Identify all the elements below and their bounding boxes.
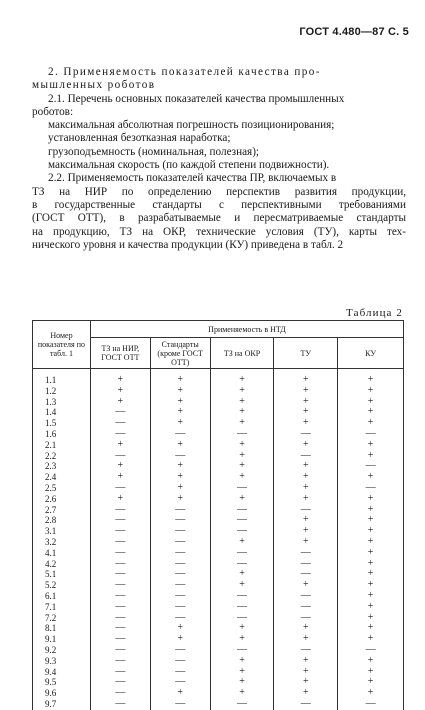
row-index-cell: 2.8 [33, 515, 91, 526]
applicability-cell: + [150, 440, 210, 451]
applicability-cell: + [210, 677, 274, 688]
applicability-cell: — [90, 505, 150, 516]
row-index-cell: 3.2 [33, 537, 91, 548]
row-index-cell: 4.2 [33, 559, 91, 570]
applicability-cell: — [150, 591, 210, 602]
row-index-cell: 2.6 [33, 494, 91, 505]
applicability-cell: — [210, 645, 274, 656]
applicability-cell: + [210, 494, 274, 505]
applicability-cell: + [274, 634, 338, 645]
applicability-cell: + [338, 688, 404, 699]
row-index-cell: 1.6 [33, 429, 91, 440]
applicability-cell: — [274, 699, 338, 710]
applicability-cell: + [338, 494, 404, 505]
clause-2-1-line2: роботов: [32, 105, 74, 118]
applicability-cell: + [338, 634, 404, 645]
table-row [33, 688, 404, 699]
applicability-cell: — [274, 569, 338, 580]
applicability-cell: + [210, 688, 274, 699]
applicability-cell: + [338, 667, 404, 678]
applicability-cell: + [338, 386, 404, 397]
applicability-cell: — [210, 602, 274, 613]
applicability-cell: + [338, 526, 404, 537]
applicability-cell: + [338, 569, 404, 580]
row-index-cell: 2.4 [33, 472, 91, 483]
table-row [33, 397, 404, 408]
applicability-cell: + [90, 375, 150, 386]
row-index-cell: 9.7 [33, 699, 91, 710]
table-row [33, 645, 404, 656]
applicability-cell: + [150, 418, 210, 429]
applicability-cell: — [90, 407, 150, 418]
table-row [33, 515, 404, 526]
applicability-cell: + [274, 461, 338, 472]
applicability-cell: + [274, 656, 338, 667]
table-caption: Таблица 2 [346, 307, 403, 319]
row-index-cell: 9.5 [33, 677, 91, 688]
row-index-cell: 2.2 [33, 451, 91, 462]
applicability-cell: + [90, 386, 150, 397]
row-index-cell: 1.1 [33, 375, 91, 386]
row-index-cell: 9.3 [33, 656, 91, 667]
applicability-cell: — [338, 483, 404, 494]
section-title-line1: 2. Применяемость показателей качества про- [48, 66, 321, 78]
applicability-cell: + [90, 461, 150, 472]
applicability-cell: + [338, 440, 404, 451]
table-row [33, 526, 404, 537]
applicability-cell: — [150, 548, 210, 559]
table-row [33, 591, 404, 602]
applicability-cell: + [150, 461, 210, 472]
row-index-cell: 7.1 [33, 602, 91, 613]
row-index-cell: 5.1 [33, 569, 91, 580]
applicability-cell: — [150, 699, 210, 710]
clause-2-2-line: (ГОСТ ОТТ), в разрабатываемые и пересматриваемые стандарты [32, 212, 406, 225]
row-index-cell: 9.4 [33, 667, 91, 678]
applicability-cell: + [210, 440, 274, 451]
table-row [33, 699, 404, 710]
applicability-cell: — [90, 559, 150, 570]
applicability-cell: + [338, 418, 404, 429]
table-row [33, 559, 404, 570]
row-index-cell: 2.7 [33, 505, 91, 516]
applicability-cell: + [338, 677, 404, 688]
applicability-cell: — [150, 645, 210, 656]
section-title-line2: мышленных роботов [32, 79, 156, 92]
applicability-cell: + [274, 515, 338, 526]
column-header-index: Номер показателя по табл. 1 [33, 321, 91, 369]
applicability-cell: + [338, 505, 404, 516]
applicability-cell: + [210, 451, 274, 462]
applicability-cell: + [150, 483, 210, 494]
row-index-cell: 8.1 [33, 623, 91, 634]
applicability-cell: + [338, 656, 404, 667]
table-row [33, 418, 404, 429]
applicability-cell: + [338, 559, 404, 570]
applicability-cell: — [274, 645, 338, 656]
clause-2-2-line: нического уровня и качества продукции (КУ) приведена в табл. 2 [32, 238, 344, 251]
table-row [33, 537, 404, 548]
column-header: Стандарты (кроме ГОСТ ОТТ) [150, 338, 210, 369]
table-row [33, 472, 404, 483]
table-row [33, 440, 404, 451]
applicability-cell: — [150, 451, 210, 462]
table-row [33, 429, 404, 440]
applicability-cell: + [210, 667, 274, 678]
row-index-cell: 6.1 [33, 591, 91, 602]
applicability-cell: + [210, 580, 274, 591]
applicability-cell: — [90, 537, 150, 548]
applicability-cell: + [150, 407, 210, 418]
row-index-cell: 1.5 [33, 418, 91, 429]
table-row [33, 494, 404, 505]
applicability-cell: — [210, 429, 274, 440]
applicability-cell: + [274, 397, 338, 408]
applicability-cell: — [150, 505, 210, 516]
row-index-cell: 9.6 [33, 688, 91, 699]
applicability-cell: — [274, 613, 338, 624]
row-index-cell: 4.1 [33, 548, 91, 559]
applicability-cell: + [210, 461, 274, 472]
list-item: максимальная скорость (по каждой степени подвижности). [48, 159, 330, 172]
applicability-cell: — [90, 548, 150, 559]
column-header: КУ [338, 338, 404, 369]
applicability-cell: + [150, 375, 210, 386]
applicability-cell: — [90, 656, 150, 667]
table-row [33, 623, 404, 634]
applicability-cell: — [210, 699, 274, 710]
applicability-cell: + [274, 386, 338, 397]
applicability-cell: — [274, 559, 338, 570]
applicability-cell: + [338, 580, 404, 591]
applicability-cell: + [274, 375, 338, 386]
applicability-cell: — [338, 645, 404, 656]
clause-2-2-line: на продукцию, ТЗ на ОКР, технические условия (ТУ), карты тех- [32, 225, 406, 238]
table-row [33, 667, 404, 678]
applicability-cell: + [90, 494, 150, 505]
applicability-cell: — [90, 645, 150, 656]
applicability-cell: + [150, 688, 210, 699]
applicability-cell: + [338, 537, 404, 548]
column-group-header: Применяемость в НТД [90, 321, 403, 338]
applicability-cell: + [274, 418, 338, 429]
column-header: ТЗ на ОКР [210, 338, 274, 369]
applicability-cell: — [150, 656, 210, 667]
applicability-cell: + [338, 375, 404, 386]
applicability-cell: — [90, 634, 150, 645]
table-row [33, 505, 404, 516]
applicability-cell: — [274, 505, 338, 516]
applicability-cell: — [210, 613, 274, 624]
applicability-cell: — [210, 526, 274, 537]
applicability-cell: — [210, 591, 274, 602]
applicability-cell: — [274, 602, 338, 613]
table-row [33, 580, 404, 591]
applicability-cell: — [150, 429, 210, 440]
applicability-cell: — [90, 677, 150, 688]
clause-2-2-line: ТЗ на НИР по определению перспектив развития продукции, [32, 185, 406, 198]
applicability-cell: — [150, 559, 210, 570]
applicability-cell: + [338, 407, 404, 418]
column-header: ТУ [274, 338, 338, 369]
applicability-cell: — [90, 613, 150, 624]
applicability-cell: + [210, 397, 274, 408]
table-row [33, 407, 404, 418]
table-row [33, 634, 404, 645]
applicability-cell: + [210, 375, 274, 386]
applicability-cell: + [274, 688, 338, 699]
applicability-cell: — [90, 580, 150, 591]
applicability-cell: + [274, 494, 338, 505]
applicability-cell: + [338, 451, 404, 462]
applicability-cell: — [338, 699, 404, 710]
row-index-cell: 1.3 [33, 397, 91, 408]
applicability-cell: + [150, 472, 210, 483]
table-row [33, 451, 404, 462]
applicability-cell: + [210, 634, 274, 645]
applicability-cell: + [150, 386, 210, 397]
list-item: грузоподъемность (номинальная, полезная); [48, 145, 260, 158]
applicability-cell: + [274, 580, 338, 591]
applicability-cell: + [274, 677, 338, 688]
applicability-cell: + [274, 667, 338, 678]
applicability-cell: + [274, 537, 338, 548]
table-body [33, 369, 404, 710]
row-index-cell: 2.5 [33, 483, 91, 494]
applicability-cell: + [338, 515, 404, 526]
applicability-cell: — [274, 429, 338, 440]
row-index-cell: 5.2 [33, 580, 91, 591]
applicability-cell: + [274, 483, 338, 494]
applicability-cell: — [90, 418, 150, 429]
applicability-cell: — [150, 515, 210, 526]
document-body [32, 66, 406, 252]
applicability-cell: + [274, 472, 338, 483]
applicability-cell: + [274, 526, 338, 537]
applicability-cell: — [90, 688, 150, 699]
applicability-cell: + [150, 634, 210, 645]
applicability-cell: — [274, 548, 338, 559]
row-index-cell: 2.1 [33, 440, 91, 451]
document-header: ГОСТ 4.480—87 С. 5 [299, 26, 409, 38]
applicability-table [32, 320, 404, 710]
applicability-cell: + [338, 623, 404, 634]
clause-2-1-line1: 2.1. Перечень основных показателей качества промышленных [48, 92, 345, 105]
table-row [33, 548, 404, 559]
table-row [33, 386, 404, 397]
applicability-cell: + [274, 623, 338, 634]
applicability-cell: — [90, 451, 150, 462]
row-index-cell: 9.2 [33, 645, 91, 656]
applicability-cell: — [150, 613, 210, 624]
table-row [33, 677, 404, 688]
applicability-cell: + [210, 656, 274, 667]
applicability-cell: — [90, 483, 150, 494]
applicability-cell: + [338, 548, 404, 559]
applicability-cell: — [150, 580, 210, 591]
applicability-cell: + [150, 494, 210, 505]
applicability-cell: + [274, 407, 338, 418]
applicability-cell: — [210, 548, 274, 559]
applicability-cell: + [210, 386, 274, 397]
applicability-cell: — [150, 537, 210, 548]
row-index-cell: 7.2 [33, 613, 91, 624]
applicability-cell: — [90, 515, 150, 526]
table-row [33, 461, 404, 472]
list-item: максимальная абсолютная погрешность позиционирования; [48, 119, 335, 132]
applicability-cell: — [210, 483, 274, 494]
table-row [33, 613, 404, 624]
applicability-cell: — [90, 591, 150, 602]
applicability-cell: — [338, 429, 404, 440]
applicability-cell: — [274, 451, 338, 462]
row-index-cell: 9.1 [33, 634, 91, 645]
applicability-cell: + [210, 569, 274, 580]
column-header: ТЗ на НИР, ГОСТ ОТТ [90, 338, 150, 369]
applicability-cell: — [150, 526, 210, 537]
applicability-cell: — [150, 667, 210, 678]
clause-2-2-line: в государственные стандарты с перспективными требованиями [32, 198, 406, 211]
applicability-cell: + [90, 472, 150, 483]
applicability-cell: + [274, 440, 338, 451]
applicability-cell: + [90, 397, 150, 408]
applicability-cell: — [274, 591, 338, 602]
row-index-cell: 1.2 [33, 386, 91, 397]
applicability-cell: + [210, 407, 274, 418]
applicability-cell: + [210, 537, 274, 548]
applicability-cell: + [338, 591, 404, 602]
table-row [33, 375, 404, 386]
list-item: установленная безотказная наработка; [48, 132, 231, 145]
applicability-cell: — [150, 677, 210, 688]
row-index-cell: 3.1 [33, 526, 91, 537]
row-index-cell: 2.3 [33, 461, 91, 472]
applicability-cell: — [90, 623, 150, 634]
applicability-cell: + [210, 418, 274, 429]
applicability-cell: + [338, 397, 404, 408]
applicability-cell: — [90, 602, 150, 613]
applicability-cell: — [90, 429, 150, 440]
applicability-cell: + [338, 613, 404, 624]
applicability-cell: — [150, 569, 210, 580]
clause-2-2-line: 2.2. Применяемость показателей качества ПР, включаемых в [48, 172, 337, 185]
applicability-cell: + [150, 397, 210, 408]
applicability-cell: + [210, 623, 274, 634]
row-index-cell: 1.4 [33, 407, 91, 418]
applicability-cell: + [150, 623, 210, 634]
applicability-cell: — [210, 505, 274, 516]
applicability-cell: — [338, 461, 404, 472]
applicability-cell: + [338, 472, 404, 483]
applicability-cell: — [210, 515, 274, 526]
table-row [33, 569, 404, 580]
applicability-cell: + [90, 440, 150, 451]
applicability-cell: + [338, 602, 404, 613]
applicability-cell: — [150, 602, 210, 613]
table-row [33, 483, 404, 494]
applicability-cell: — [90, 526, 150, 537]
applicability-cell: + [210, 472, 274, 483]
table-row [33, 602, 404, 613]
applicability-cell: — [90, 699, 150, 710]
applicability-cell: — [90, 667, 150, 678]
applicability-cell: — [90, 569, 150, 580]
applicability-cell: — [210, 559, 274, 570]
